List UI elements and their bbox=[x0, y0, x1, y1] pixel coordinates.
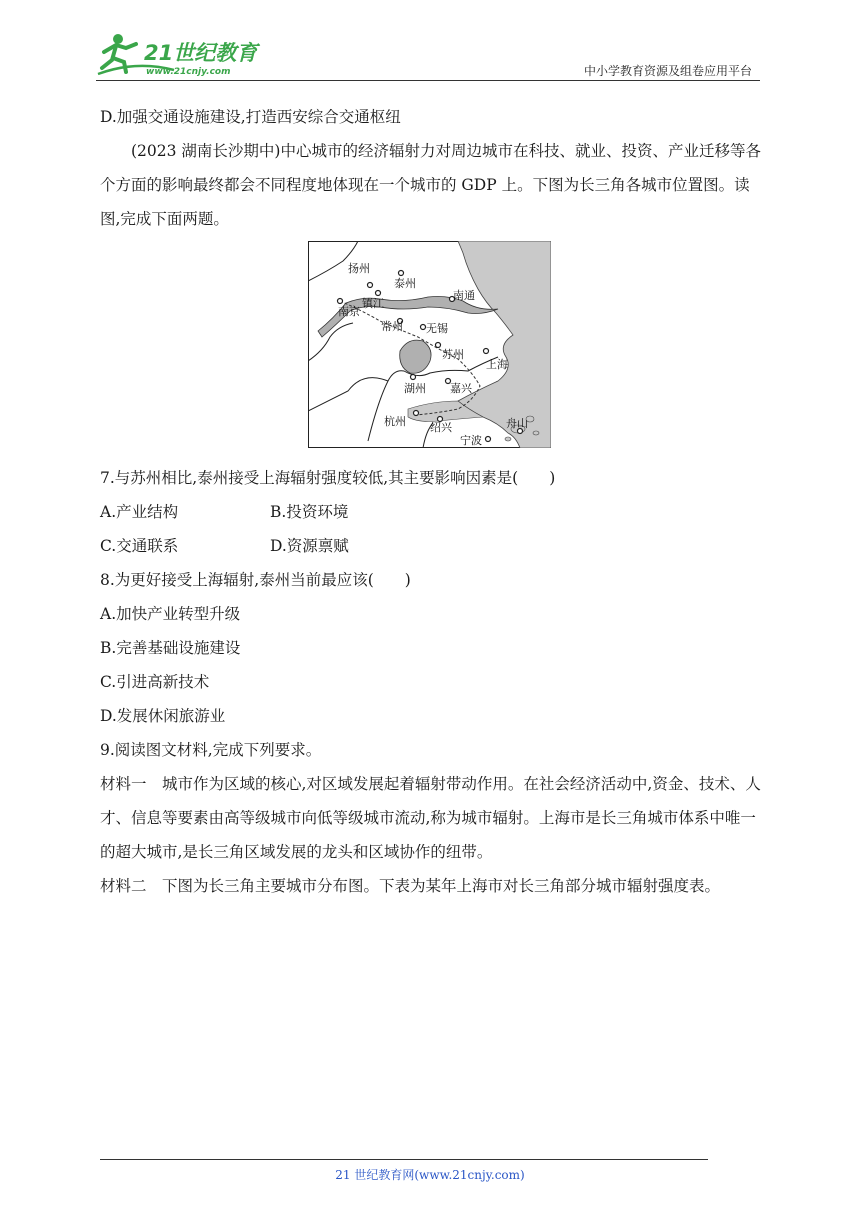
material-two: 材料二 下图为长三角主要城市分布图。下表为某年上海市对长三角部分城市辐射强度表。 bbox=[100, 877, 721, 895]
label-shanghai: 上海 bbox=[486, 358, 508, 371]
q8-option-b: B.完善基础设施建设 bbox=[100, 639, 241, 657]
label-nantong: 南通 bbox=[453, 289, 475, 302]
header-divider bbox=[96, 80, 760, 81]
label-wuxi: 无锡 bbox=[426, 322, 448, 335]
question-7: 7.与苏州相比,泰州接受上海辐射强度较低,其主要影响因素是( ) bbox=[100, 469, 556, 487]
label-yangzhou: 扬州 bbox=[348, 262, 370, 275]
q7-options-row1 bbox=[100, 495, 348, 529]
label-taizhou: 泰州 bbox=[394, 277, 416, 290]
label-ningbo: 宁波 bbox=[460, 434, 482, 447]
footer-text[interactable]: 21 世纪教育网(www.21cnjy.com) bbox=[335, 1168, 525, 1182]
q8-option-d: D.发展休闲旅游业 bbox=[100, 707, 226, 725]
q8-option-a: A.加快产业转型升级 bbox=[100, 605, 241, 623]
footer-divider bbox=[100, 1159, 708, 1160]
label-jiaxing: 嘉兴 bbox=[450, 382, 472, 395]
question-8: 8.为更好接受上海辐射,泰州当前最应该( ) bbox=[100, 571, 411, 589]
yangtze-delta-map bbox=[308, 241, 551, 448]
label-zhoushan: 舟山 bbox=[506, 417, 528, 430]
label-shaoxing: 绍兴 bbox=[430, 421, 452, 434]
q7-option-b: B.投资环境 bbox=[270, 503, 349, 521]
q8-option-c: C.引进高新技术 bbox=[100, 673, 210, 691]
material-one: 材料一 城市作为区域的核心,对区域发展起着辐射带动作用。在社会经济活动中,资金、技术、人才、信息等要素由高等级城市向低等级城市流动,称为城市辐射。上海市是长三角城市体系中唯一的超大城市,是长三角区域发展的龙头和区域协作的纽带。 bbox=[100, 775, 761, 861]
label-changzhou: 常州 bbox=[381, 320, 403, 333]
q7-option-a: A.产业结构 bbox=[100, 503, 179, 521]
q7-options-row2 bbox=[100, 529, 349, 563]
option-d-line: D.加强交通设施建设,打造西安综合交通枢纽 bbox=[100, 108, 401, 126]
label-nanjing: 南京 bbox=[338, 305, 360, 318]
label-huzhou: 湖州 bbox=[404, 382, 426, 395]
label-suzhou: 苏州 bbox=[442, 348, 464, 361]
q7-option-d: D.资源禀赋 bbox=[270, 537, 349, 555]
platform-label: 中小学教育资源及组卷应用平台 bbox=[583, 64, 752, 78]
page-header bbox=[96, 30, 760, 80]
intro-paragraph: (2023 湖南长沙期中)中心城市的经济辐射力对周边城市在科技、就业、投资、产业迁移等各个方面的影响最终都会不同程度地体现在一个城市的 GDP 上。下图为长三角各城市位置图。读图,完成下面两题。 bbox=[100, 142, 761, 228]
q7-option-c: C.交通联系 bbox=[100, 537, 179, 555]
logo bbox=[96, 30, 271, 78]
label-zhenjiang: 镇江 bbox=[362, 297, 384, 310]
label-hangzhou: 杭州 bbox=[384, 415, 406, 428]
logo-title: 21世纪教育 bbox=[144, 41, 258, 65]
question-9: 9.阅读图文材料,完成下列要求。 bbox=[100, 741, 322, 759]
logo-url: www.21cnjy.com bbox=[146, 67, 231, 77]
